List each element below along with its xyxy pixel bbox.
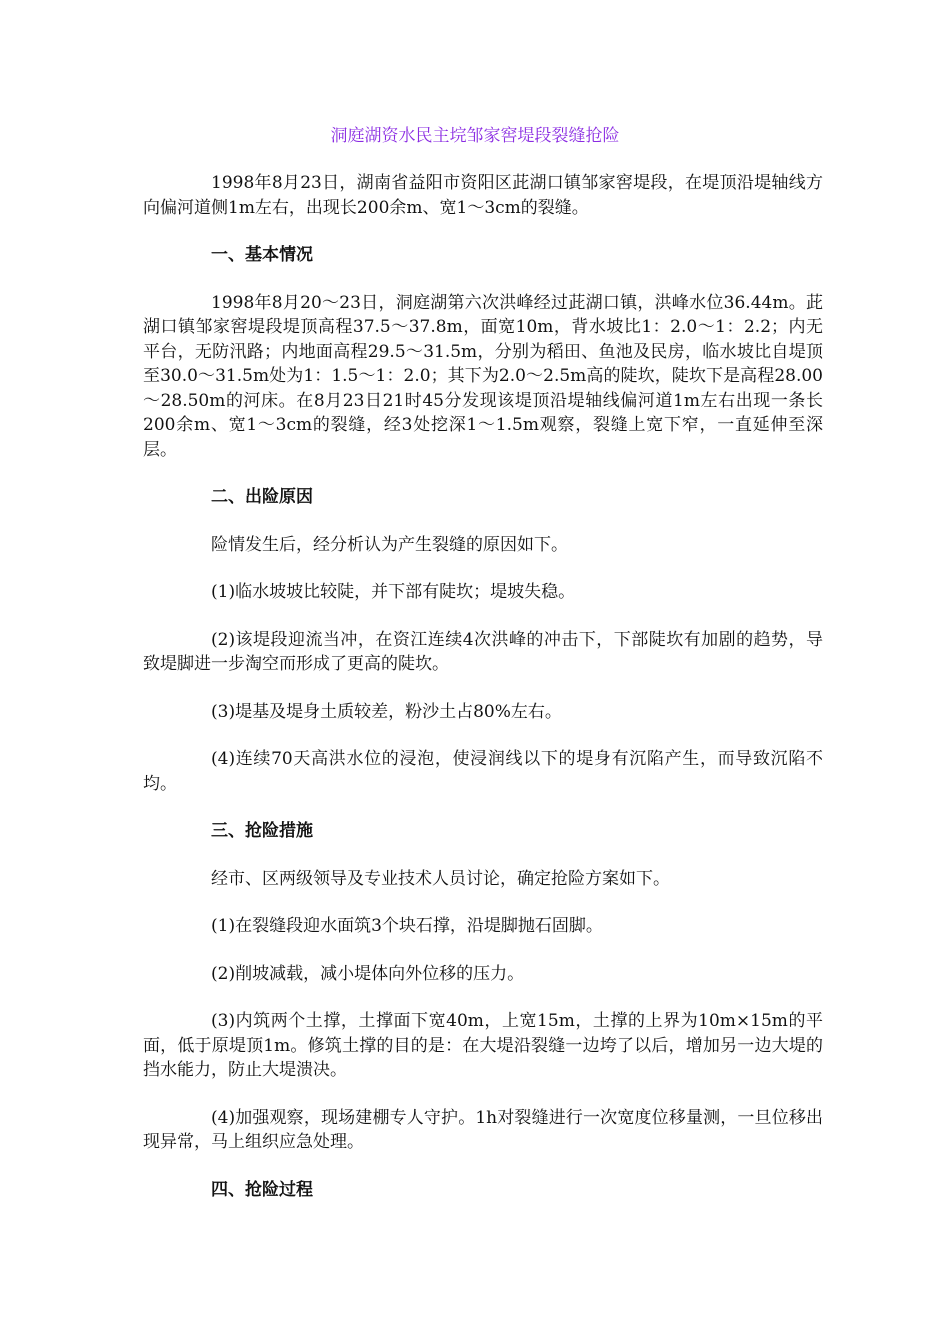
- document-title: 洞庭湖资水民主垸邹家窖堤段裂缝抢险: [330, 126, 620, 146]
- section-heading-basic-info: 一、基本情况: [211, 245, 313, 265]
- causes-paragraph: (3)堤基及堤身土质较差，粉沙土占80%左右。: [211, 701, 562, 722]
- causes-paragraph: 险情发生后，经分析认为产生裂缝的原因如下。: [211, 534, 568, 555]
- section-heading-process: 四、抢险过程: [211, 1179, 313, 1200]
- section-heading-causes: 二、出险原因: [211, 487, 313, 507]
- document-body: [143, 171, 823, 1225]
- causes-paragraph: (1)临水坡坡比较陡，并下部有陡坎；堤坡失稳。: [211, 582, 576, 602]
- causes-paragraph: (4)连续70天高洪水位的浸泡，使浸润线以下的堤身有沉陷产生，而导致沉陷不均。: [143, 749, 823, 794]
- measures-paragraph: (1)在裂缝段迎水面筑3个块石撑，沿堤脚抛石固脚。: [211, 916, 603, 936]
- section-heading-measures: 三、抢险措施: [211, 821, 313, 841]
- measures-paragraph: (2)削坡减载，减小堤体向外位移的压力。: [211, 963, 525, 984]
- measures-paragraph: (3)内筑两个土撑，土撑面下宽40m，上宽15m，土撑的上界为10m×15m的平面，低于原堤顶1m。修筑土撑的目的是：在大堤沿裂缝一边垮了以后，增加另一边大堤的挡水能力，防止大堤溃决。: [143, 1011, 823, 1080]
- basic-info-paragraph: 1998年8月20～23日，洞庭湖第六次洪峰经过茈湖口镇，洪峰水位36.44m。茈湖口镇邹家窖堤段堤顶高程37.5～37.8m，面宽10m，背水坡比1：2.0～1：2.2；内无平台，无防汛路；内地面高程29.5～31.5m，分别为稻田、鱼池及民房，临水坡比自堤顶至30.0～31.5m处为1：1.5～1：2.0；其下为2.0～2.5m高的陡坎，陡坎下是高程28.00～28.50m的河床。在8月23日21时45分发现该堤顶沿堤轴线偏河道1m左右出现一条长200余m、宽1～3cm的裂缝，经3处挖深1～1.5m观察，裂缝上宽下窄，一直延伸至深层。: [143, 292, 823, 460]
- measures-paragraph: (4)加强观察，现场建棚专人守护。1h对裂缝进行一次宽度位移量测，一旦位移出现异常，马上组织应急处理。: [143, 1107, 823, 1152]
- measures-paragraph: 经市、区两级领导及专业技术人员讨论，确定抢险方案如下。: [211, 868, 670, 889]
- intro-paragraph: 1998年8月23日，湖南省益阳市资阳区茈湖口镇邹家窖堤段，在堤顶沿堤轴线方向偏河道侧1m左右，出现长200余m、宽1～3cm的裂缝。: [143, 173, 823, 218]
- causes-paragraph: (2)该堤段迎流当冲，在资江连续4次洪峰的冲击下，下部陡坎有加剧的趋势，导致堤脚进一步淘空而形成了更高的陡坎。: [143, 629, 823, 674]
